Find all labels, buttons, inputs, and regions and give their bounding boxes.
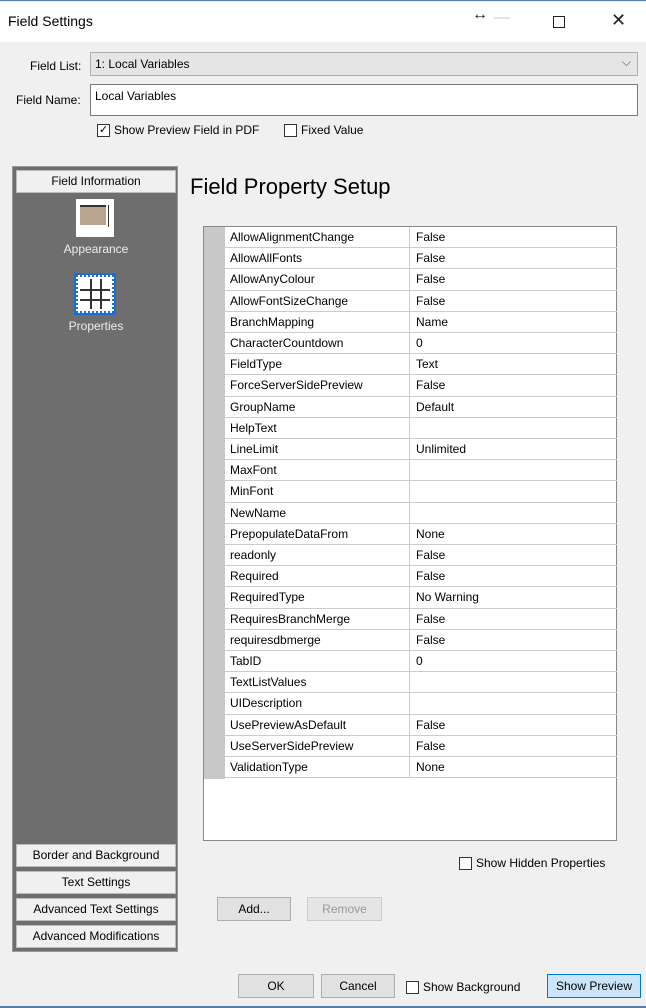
checkbox-icon [406, 981, 419, 994]
sidebar [12, 166, 178, 952]
property-name: ForceServerSidePreview [225, 375, 410, 395]
property-name: Required [225, 566, 410, 586]
resize-icon[interactable]: ↔ [472, 6, 488, 23]
property-value[interactable]: False [416, 230, 446, 244]
property-name: requiresdbmerge [225, 630, 410, 650]
fixed-value-label: Fixed Value [301, 123, 364, 137]
property-value[interactable]: False [416, 293, 446, 308]
property-value[interactable]: False [416, 717, 446, 732]
property-row[interactable] [225, 503, 617, 524]
property-value[interactable]: False [416, 611, 446, 626]
field-list-value: 1: Local Variables [95, 57, 190, 71]
property-value[interactable]: False [416, 272, 446, 287]
field-list-label: Field List: [30, 59, 82, 73]
maximize-button[interactable] [553, 16, 565, 28]
property-name: MaxFont [225, 460, 410, 480]
property-value[interactable] [410, 693, 617, 713]
property-row[interactable] [225, 630, 617, 651]
property-value[interactable] [410, 503, 617, 523]
property-value[interactable]: False [416, 569, 446, 584]
property-value[interactable]: No Warning [416, 590, 479, 605]
property-value[interactable]: False [416, 251, 446, 266]
property-row[interactable] [225, 545, 617, 566]
text-settings-button[interactable]: Text Settings [16, 871, 176, 894]
property-row[interactable] [225, 651, 617, 672]
property-name: UIDescription [225, 693, 410, 713]
property-row[interactable] [225, 375, 617, 396]
property-value[interactable]: False [416, 378, 446, 393]
fixed-value-checkbox[interactable] [284, 123, 363, 137]
property-row[interactable] [225, 460, 617, 481]
property-name: BranchMapping [225, 312, 410, 332]
property-row[interactable] [225, 736, 617, 757]
window-title: Field Settings [8, 13, 93, 29]
property-row[interactable] [225, 291, 617, 312]
property-value[interactable] [410, 481, 617, 501]
add-button[interactable]: Add... [217, 897, 291, 921]
property-name: AllowFontSizeChange [225, 291, 410, 311]
property-row[interactable] [225, 397, 617, 418]
property-row[interactable] [225, 587, 617, 608]
property-value[interactable]: 0 [416, 654, 423, 668]
property-name: HelpText [225, 418, 410, 438]
property-row[interactable] [225, 566, 617, 587]
field-name-value: Local Variables [95, 89, 177, 103]
checkbox-icon [459, 857, 472, 870]
property-name: FieldType [225, 354, 410, 374]
field-information-button[interactable]: Field Information [16, 170, 176, 193]
property-name: RequiresBranchMerge [225, 609, 410, 629]
property-value[interactable]: None [416, 760, 445, 774]
property-row[interactable] [225, 609, 617, 630]
property-row[interactable] [225, 418, 617, 439]
property-row[interactable] [225, 757, 617, 778]
border-background-button[interactable]: Border and Background [16, 844, 176, 867]
property-name: UsePreviewAsDefault [225, 715, 410, 735]
property-value[interactable] [410, 418, 617, 438]
property-value[interactable]: Text [416, 357, 439, 372]
property-name: PrepopulateDataFrom [225, 524, 410, 544]
show-background-label: Show Background [423, 980, 521, 994]
property-name: AllowAlignmentChange [225, 227, 410, 247]
property-name: LineLimit [225, 439, 410, 459]
property-name: UseServerSidePreview [225, 736, 410, 756]
appearance-icon[interactable] [76, 199, 114, 237]
property-value[interactable]: False [416, 548, 446, 562]
remove-button[interactable]: Remove [307, 897, 382, 921]
grid-gutter [204, 227, 225, 779]
sidebar-item-appearance[interactable]: Appearance [63, 242, 129, 256]
property-name: CharacterCountdown [225, 333, 410, 353]
show-preview-pdf-label: Show Preview Field in PDF [114, 123, 260, 137]
property-row[interactable] [225, 672, 617, 693]
property-row[interactable] [225, 312, 617, 333]
show-hidden-label: Show Hidden Properties [476, 856, 606, 870]
property-row[interactable] [225, 439, 617, 460]
property-row[interactable] [225, 248, 617, 269]
properties-icon[interactable] [76, 275, 114, 313]
sidebar-item-properties[interactable]: Properties [68, 319, 124, 333]
cancel-button[interactable]: Cancel [321, 974, 395, 998]
property-name: readonly [225, 545, 410, 565]
property-name: GroupName [225, 397, 410, 417]
property-value[interactable]: False [416, 738, 446, 753]
field-name-label: Field Name: [16, 93, 81, 107]
property-name: NewName [225, 503, 410, 523]
property-name: RequiredType [225, 587, 410, 607]
advanced-modifications-button[interactable]: Advanced Modifications [16, 925, 176, 948]
advanced-text-settings-button[interactable]: Advanced Text Settings [16, 898, 176, 921]
property-name: AllowAllFonts [225, 248, 410, 268]
property-value[interactable]: False [416, 632, 446, 647]
property-value[interactable]: Default [416, 399, 455, 414]
property-value[interactable] [410, 460, 617, 480]
property-value[interactable]: Name [416, 314, 449, 329]
property-row[interactable] [225, 693, 617, 714]
property-row[interactable] [225, 524, 617, 545]
checkbox-icon [284, 124, 297, 137]
property-name: TextListValues [225, 672, 410, 692]
property-value[interactable]: 0 [416, 336, 423, 350]
property-row[interactable] [225, 333, 617, 354]
property-row[interactable] [225, 269, 617, 290]
property-value[interactable]: None [416, 526, 445, 541]
property-row[interactable] [225, 715, 617, 736]
property-grid[interactable] [203, 226, 617, 841]
property-row[interactable] [225, 354, 617, 375]
show-background-checkbox[interactable] [406, 980, 520, 994]
property-name: TabID [225, 651, 410, 671]
property-name: MinFont [225, 481, 410, 501]
property-name: AllowAnyColour [225, 269, 410, 289]
checkbox-checked-icon: ✓ [98, 124, 109, 137]
property-value[interactable]: Unlimited [416, 442, 467, 456]
minimize-button[interactable]: — [494, 9, 510, 26]
field-list-select[interactable] [90, 52, 638, 76]
property-row[interactable] [225, 481, 617, 502]
show-hidden-properties-checkbox[interactable] [459, 856, 605, 870]
field-name-input[interactable] [90, 84, 638, 116]
property-row[interactable] [225, 227, 617, 248]
close-button[interactable]: ✕ [611, 10, 627, 30]
title-bar [0, 2, 646, 42]
page-title: Field Property Setup [190, 174, 391, 199]
ok-button[interactable]: OK [238, 974, 314, 998]
show-preview-pdf-checkbox[interactable] [97, 123, 259, 137]
property-value[interactable] [410, 672, 617, 692]
property-name: ValidationType [225, 757, 410, 777]
show-preview-button[interactable]: Show Preview [547, 974, 641, 998]
chevron-down-icon: ⌵ [621, 55, 631, 69]
